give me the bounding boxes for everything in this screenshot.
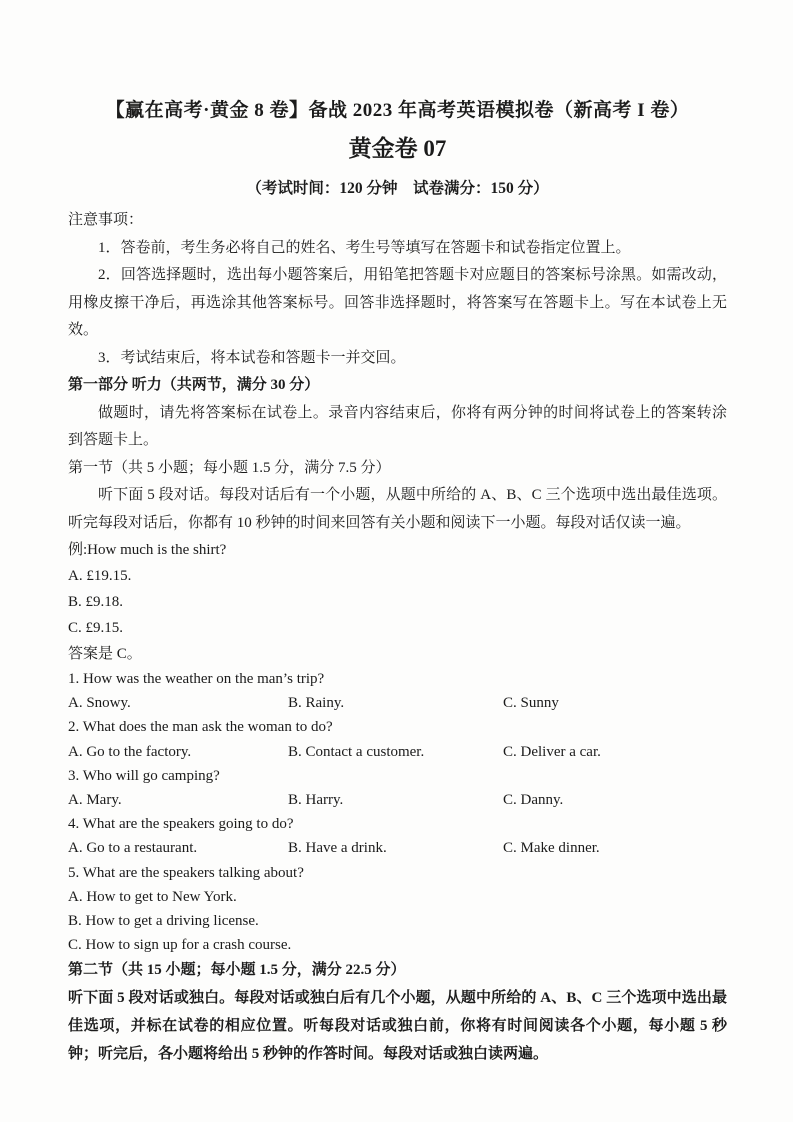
question-list [68,667,727,957]
part1-heading: 第一部分 听力（共两节，满分 30 分） [68,377,320,393]
section2-heading: 第二节（共 15 小题；每小题 1.5 分，满分 22.5 分） [68,962,406,979]
notice-label: 注意事项： [68,212,144,228]
question-1-text: 1. How was the weather on the man’s trip? [68,671,325,687]
section1-heading: 第一节（共 5 小题；每小题 1.5 分，满分 7.5 分） [68,459,391,476]
example-answer: 答案是 C。 [68,646,142,662]
example-option-c: C. £9.15. [68,620,124,636]
section2-instructions: 听下面 5 段对话或独白。每段对话或独白后有几个小题，从题中所给的 A、B、C 三个选项中选出最佳选项，并标在试卷的相应位置。听每段对话或独白前，你将有时间阅读各个小题，每小题 5 秒钟；听完后，各小题将给出 5 秒钟的作答时间。每段对话或独白读两遍。 [68,990,727,1063]
question-2-option-a: A. Go to the factory. [68,743,192,760]
question-2-options [68,740,727,764]
notice-section [68,207,727,372]
question-2-text: 2. What does the man ask the woman to do? [68,719,333,736]
section1-instructions: 听下面 5 段对话。每段对话后有一个小题，从题中所给的 A、B、C 三个选项中选出最佳选项。听完每段对话后，你都有 10 秒钟的时间来回答有关小题和阅读下一小题。每段对话仅读一遍。 [68,487,727,531]
question-3-option-c: C. Danny. [503,792,564,809]
question-3-options [68,788,727,812]
question-4-options [68,836,727,860]
example-option-b: B. £9.18. [68,594,124,610]
question-1-option-c: C. Sunny [503,695,559,712]
example-block [68,537,727,667]
notice-item-3: 3．考试结束后，将本试卷和答题卡一并交回。 [98,349,406,366]
question-5-option-b: B. How to get a driving license. [68,913,259,930]
question-4-option-c: C. Make dinner. [503,840,600,857]
question-1-option-a: A. Snowy. [68,695,131,712]
question-3-option-b: B. Harry. [288,792,344,809]
part1-intro: 做题时，请先将答案标在试卷上。录音内容结束后，你将有两分钟的时间将试卷上的答案转涂到答题卡上。 [68,404,727,448]
part1-listening [68,372,727,1068]
question-4-option-a: A. Go to a restaurant. [68,840,198,857]
question-5-option-a: A. How to get to New York. [68,888,237,905]
series-title: 【赢在高考·黄金 8 卷】备战 2023 年高考英语模拟卷（新高考 I 卷） [105,100,690,121]
question-1-options [68,691,727,715]
paper-header [68,98,727,200]
question-2-option-c: C. Deliver a car. [503,743,601,760]
question-5-option-c: C. How to sign up for a crash course. [68,937,292,954]
question-3-text: 3. Who will go camping? [68,767,220,784]
question-3-option-a: A. Mary. [68,792,122,809]
question-5-text: 5. What are the speakers talking about? [68,864,304,881]
exam-meta: （考试时间：120 分钟 试卷满分：150 分） [246,180,549,197]
example-prompt: 例:How much is the shirt? [68,542,227,558]
question-2-option-b: B. Contact a customer. [288,743,425,760]
question-4-text: 4. What are the speakers going to do? [68,816,294,833]
volume-title: 黄金卷 07 [348,136,447,161]
question-4-option-b: B. Have a drink. [288,840,387,857]
question-1-option-b: B. Rainy. [288,695,345,712]
example-option-a: A. £19.15. [68,568,132,584]
notice-item-1: 1．答卷前，考生务必将自己的姓名、考生号等填写在答题卡和试卷指定位置上。 [98,239,631,256]
notice-item-2: 2．回答选择题时，选出每小题答案后，用铅笔把答题卡对应题目的答案标号涂黑。如需改动，用橡皮擦干净后，再选涂其他答案标号。回答非选择题时，将答案写在答题卡上。写在本试卷上无效。 [68,267,727,338]
